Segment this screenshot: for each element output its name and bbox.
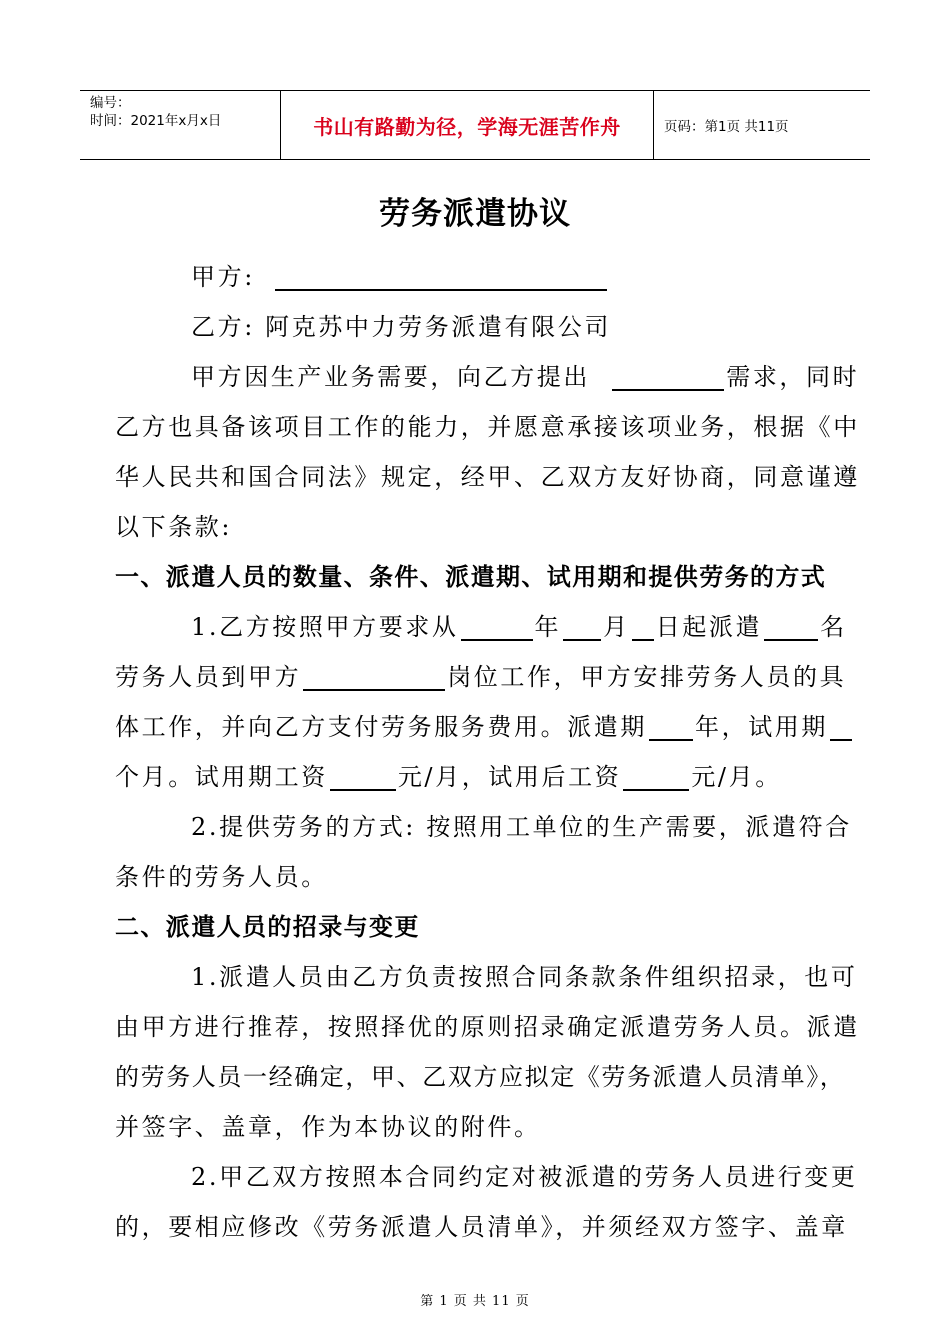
document-body (115, 252, 860, 1252)
s1-p1-line-2 (115, 652, 847, 702)
intro-line-1 (115, 352, 860, 402)
intro-line-4: 以下条款: (115, 513, 233, 541)
s1-p2-line-2: 条件的劳务人员。 (115, 863, 328, 891)
party-a-blank (275, 259, 607, 291)
clause-text: 日起派遣 (655, 613, 763, 641)
clause-text: 月 (603, 613, 630, 641)
dispatch-term-blank (649, 709, 693, 741)
party-b-line: 乙方: 阿克苏中力劳务派遣有限公司 (191, 313, 611, 341)
intro-text: 甲方因生产业务需要，向乙方提出 (191, 363, 590, 391)
clause-text: 年 (534, 613, 562, 641)
probation-wage-blank (330, 759, 396, 791)
section-2-heading: 二、派遣人员的招录与变更 (115, 912, 420, 941)
clause-text: 个月。试用期工资 (115, 763, 328, 791)
document-title: 劳务派遣协议 (379, 196, 571, 232)
probation-blank (830, 709, 852, 741)
party-a-label: 甲方: (191, 263, 255, 291)
section-1-heading: 一、派遣人员的数量、条件、派遣期、试用期和提供劳务的方式 (115, 562, 827, 591)
intro-text: 需求，同时 (726, 363, 860, 391)
clause-text: 体工作，并向乙方支付劳务服务费用。派遣期 (115, 713, 647, 741)
clause-text: 年，试用期 (695, 713, 828, 741)
year-blank (461, 609, 533, 641)
intro-line-3: 华人民共和国合同法》规定，经甲、乙双方友好协商，同意谨遵 (115, 463, 860, 491)
header-meta (80, 91, 280, 159)
clause-text: 劳务人员到甲方 (115, 663, 302, 691)
page-header (80, 90, 870, 160)
position-blank (303, 659, 445, 691)
page-footer: 第 1 页 共 11 页 (420, 1294, 530, 1309)
clause-text: 元/月。 (691, 763, 782, 791)
s2-p1-line-2: 由甲方进行推荐，按照择优的原则招录确定派遣劳务人员。派遣 (115, 1013, 860, 1041)
s2-p2-line-2: 的，要相应修改《劳务派遣人员清单》，并须经双方签字、盖章 (115, 1213, 848, 1241)
time-label: 时间：2021年x月x日 (90, 113, 222, 129)
s1-p1-line-3 (115, 702, 835, 752)
demand-blank (612, 359, 724, 391)
headcount-blank (764, 609, 818, 641)
header-page-code: 页码：第1页 共11页 (664, 119, 789, 135)
s1-p2-line-1: 2.提供劳务的方式: 按照用工单位的生产需要，派遣符合 (191, 813, 852, 841)
clause-text: 名 (820, 613, 847, 641)
s2-p1-line-3: 的劳务人员一经确定，甲、乙双方应拟定《劳务派遣人员清单》， (115, 1063, 846, 1091)
day-blank (632, 609, 654, 641)
month-blank (563, 609, 601, 641)
header-motto: 书山有路勤为径，学海无涯苦作舟 (280, 91, 654, 159)
s1-p1-line-1 (115, 602, 847, 652)
s2-p1-line-1: 1.派遣人员由乙方负责按照合同条款条件组织招录，也可 (191, 963, 858, 991)
s2-p2-line-1: 2.甲乙双方按照本合同约定对被派遣的劳务人员进行变更 (191, 1163, 858, 1191)
clause-text: 元/月，试用后工资 (397, 763, 622, 791)
intro-line-2: 乙方也具备该项目工作的能力，并愿意承接该项业务，根据《中 (115, 413, 860, 441)
s2-p1-line-4: 并签字、盖章，作为本协议的附件。 (115, 1113, 541, 1141)
regular-wage-blank (623, 759, 689, 791)
party-a-line (115, 252, 835, 302)
clause-text: 岗位工作，甲方安排劳务人员的具 (447, 663, 847, 691)
clause-text: 1.乙方按照甲方要求从 (191, 613, 459, 641)
number-label: 编号： (90, 95, 131, 111)
s1-p1-line-4 (115, 752, 835, 802)
